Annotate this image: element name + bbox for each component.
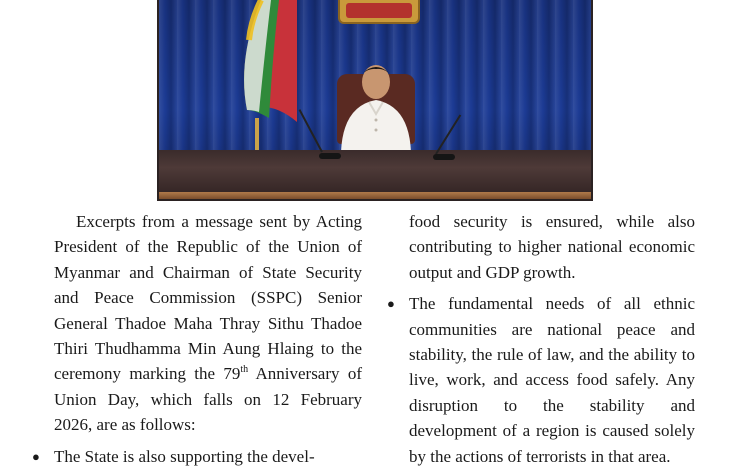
continued-paragraph: food security is ensured, while also contributing to higher national economic output and GDP growth. [409,212,695,282]
intro-paragraph: Excerpts from a message sent by Acting President of the Republic of the Union of Myanmar and Chairman of State Security and Peace Commission (SSPC) Senior General Thadoe Maha Thray Sithu Thadoe Thiri Thudhamma Min Aung Hlaing to the ceremony marking the 79th Anniversary of Union Day, which falls on 12 February 2026, are as follows: [54,212,362,435]
flagpole [255,118,259,150]
bullet-dot-icon: ● [32,448,40,464]
bullet-dot-icon: ● [387,296,395,312]
national-flag-icon [231,0,297,122]
bullet-item: ● The fundamental needs of all ethnic communities are national peace and stability, the rule of law, and the ability to live, work, and access food safely. Any disruption to the stability and development of a region is caused solely by the actions of terrorists in that area. [409,291,695,469]
desk-edge [159,192,591,201]
state-emblem [338,0,420,24]
seated-official [333,60,419,152]
article-column-left [32,209,362,469]
microphone-left-base [319,153,341,159]
microphone-right-base [433,154,455,160]
bullet-item: ● The State is also supporting the devel- [54,444,362,469]
article-column-right [387,209,695,469]
desk [159,150,591,201]
article-photo [157,0,593,201]
